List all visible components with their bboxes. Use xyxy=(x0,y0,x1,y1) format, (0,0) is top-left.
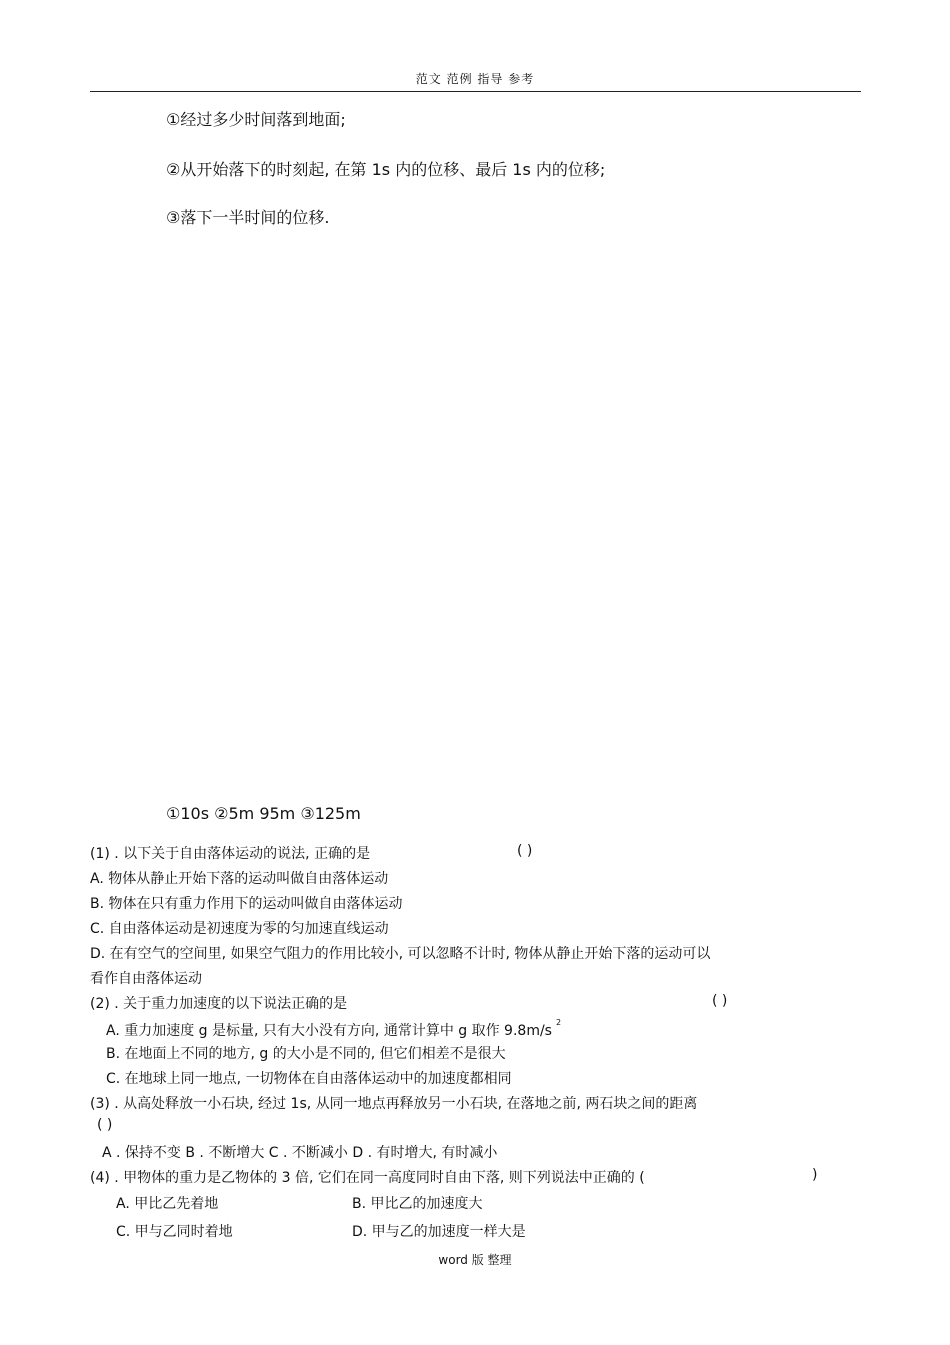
q4-paren-close: ) xyxy=(812,1167,818,1183)
q4-option-d: D. 甲与乙的加速度一样大是 xyxy=(352,1224,526,1240)
q2-option-a-superscript: 2 xyxy=(555,1018,562,1027)
sub-question-1: ①经过多少时间落到地面; xyxy=(166,110,346,129)
q3-options: A . 保持不变 B . 不断增大 C . 不断减小 D . 有时增大, 有时减小 xyxy=(102,1145,498,1161)
q3-answer-paren: ( ) xyxy=(97,1117,113,1133)
q4-stem: (4) . 甲物体的重力是乙物体的 3 倍, 它们在同一高度同时自由下落, 则下列说法中正确的 ( xyxy=(90,1170,645,1186)
header-rule xyxy=(90,91,861,92)
q4-option-a: A. 甲比乙先着地 xyxy=(116,1196,219,1212)
q2-option-a-text: A. 重力加速度 g 是标量, 只有大小没有方向, 通常计算中 g 取作 9.8m/s xyxy=(106,1023,552,1039)
q1-option-a: A. 物体从静止开始下落的运动叫做自由落体运动 xyxy=(90,871,389,887)
q2-option-a xyxy=(106,1018,561,1040)
q1-answer-paren: ( ) xyxy=(517,843,533,859)
q2-answer-paren: ( ) xyxy=(712,993,728,1009)
q1-option-c: C. 自由落体运动是初速度为零的匀加速直线运动 xyxy=(90,921,389,937)
q3-stem: (3) . 从高处释放一小石块, 经过 1s, 从同一地点再释放另一小石块, 在落地之前, 两石块之间的距离 xyxy=(90,1096,698,1112)
q1-stem: (1) . 以下关于自由落体运动的说法, 正确的是 xyxy=(90,846,371,862)
q2-stem: (2) . 关于重力加速度的以下说法正确的是 xyxy=(90,996,348,1012)
q4-option-c: C. 甲与乙同时着地 xyxy=(116,1224,233,1240)
q2-option-c: C. 在地球上同一地点, 一切物体在自由落体运动中的加速度都相同 xyxy=(106,1071,512,1087)
page-footer: word 版 整理 xyxy=(438,1253,512,1267)
q1-option-b: B. 物体在只有重力作用下的运动叫做自由落体运动 xyxy=(90,896,403,912)
sub-question-3: ③落下一半时间的位移. xyxy=(166,208,330,227)
q4-option-b: B. 甲比乙的加速度大 xyxy=(352,1196,483,1212)
page-header: 范文 范例 指导 参考 xyxy=(415,72,535,86)
q1-option-d-continued: 看作自由落体运动 xyxy=(90,971,202,987)
q1-option-d: D. 在有空气的空间里, 如果空气阻力的作用比较小, 可以忽略不计时, 物体从静止开始下落的运动可以 xyxy=(90,946,711,962)
sub-question-2: ②从开始落下的时刻起, 在第 1s 内的位移、最后 1s 内的位移; xyxy=(166,160,606,179)
answer-line: ①10s ②5m 95m ③125m xyxy=(166,804,361,823)
q2-option-b: B. 在地面上不同的地方, g 的大小是不同的, 但它们相差不是很大 xyxy=(106,1046,506,1062)
